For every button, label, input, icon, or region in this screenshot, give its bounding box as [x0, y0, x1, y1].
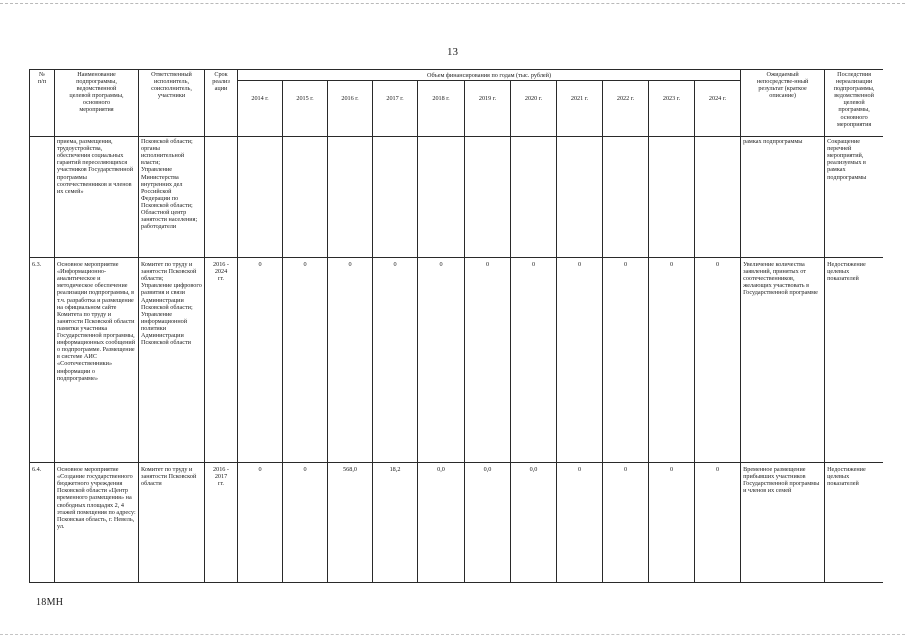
row-number: 6.4. — [30, 463, 55, 583]
row-value: 0 — [603, 258, 649, 463]
row-value: 0 — [238, 258, 283, 463]
header-number: № п/п — [30, 70, 55, 137]
scan-top-edge — [0, 3, 905, 4]
row-result: Временное размещение прибывших участников Государственной программы и членов их семей — [741, 463, 825, 583]
footer-code: 18MH — [36, 597, 64, 608]
row-value — [557, 137, 603, 258]
header-year: 2023 г. — [649, 81, 695, 137]
row-value — [511, 137, 557, 258]
row-value — [695, 137, 741, 258]
row-value: 0 — [418, 258, 465, 463]
program-table — [29, 69, 883, 583]
header-year: 2015 г. — [283, 81, 328, 137]
row-value: 0 — [649, 258, 695, 463]
header-year: 2018 г. — [418, 81, 465, 137]
row-value: 0 — [283, 258, 328, 463]
row-value: 0,0 — [418, 463, 465, 583]
row-value: 0 — [511, 258, 557, 463]
row-name: Основное мероприятие «Информационно-аналитическое и методическое обеспечение реализации подпрограммы, в т.ч. разработка и размещение на официальном сайте Комитета по труду и занятости Псковской области памятки участника Государственной программы, информационных сообщений о подпрограмме. Размещение в системе АИС «Соотечественники» информации о подпрограмме» — [55, 258, 139, 463]
table-row — [30, 258, 884, 463]
row-value: 0,0 — [465, 463, 511, 583]
row-value: 0 — [695, 463, 741, 583]
row-value: 0,0 — [511, 463, 557, 583]
row-value — [373, 137, 418, 258]
row-value — [649, 137, 695, 258]
row-number — [30, 137, 55, 258]
row-result: рамках подпрограммы — [741, 137, 825, 258]
row-value: 0 — [603, 463, 649, 583]
header-year: 2020 г. — [511, 81, 557, 137]
row-name: приема, размещения, трудоустройства, обеспечения социальных гарантий переселяющихся участников Государственной программы соотечественников и членов их семей» — [55, 137, 139, 258]
row-term: 2016 - 2017 гг. — [205, 463, 238, 583]
row-value — [283, 137, 328, 258]
row-value: 0 — [238, 463, 283, 583]
row-value — [603, 137, 649, 258]
row-number: 6.3. — [30, 258, 55, 463]
row-value: 0 — [649, 463, 695, 583]
row-value: 0 — [283, 463, 328, 583]
header-year: 2021 г. — [557, 81, 603, 137]
header-executor: Ответственный исполнитель, соисполнитель, участники — [139, 70, 205, 137]
row-value: 0 — [373, 258, 418, 463]
row-consequence: Сокращение перечней мероприятий, реализуемых в рамках подпрограммы — [825, 137, 883, 258]
program-table-container — [29, 69, 883, 591]
header-year: 2016 г. — [328, 81, 373, 137]
row-value: 0 — [328, 258, 373, 463]
header-term: Срок реализ ации — [205, 70, 238, 137]
page-number: 13 — [447, 46, 458, 58]
header-year: 2017 г. — [373, 81, 418, 137]
row-consequence: Недостижение целевых показателей — [825, 258, 883, 463]
row-executor: Комитет по труду и занятости Псковской области — [139, 463, 205, 583]
header-year: 2019 г. — [465, 81, 511, 137]
row-value — [328, 137, 373, 258]
row-term — [205, 137, 238, 258]
row-name: Основное мероприятие «Создание государственного бюджетного учреждения Псковской области «Центр временного размещения» на свободных площадях 2, 4 этажей помещения по адресу: Псковская область, г. Невель, ул. — [55, 463, 139, 583]
header-consequence: Последствия нереализации подпрограммы, ведомственной целевой программы, основного мероприятия — [825, 70, 883, 137]
header-result: Ожидаемый непосредстве-нный результат (краткое описание) — [741, 70, 825, 137]
row-executor: Комитет по труду и занятости Псковской области; Управление цифрового развития и связи Администрации Псковской области; Управление информационной политики Администрации Псковской области — [139, 258, 205, 463]
row-result: Увеличение количества заявлений, принятых от соотечественников, желающих участвовать в Государственной программе — [741, 258, 825, 463]
header-financing: Объем финансирования по годам (тыс. рублей) — [238, 70, 741, 81]
header-year: 2024 г. — [695, 81, 741, 137]
row-consequence: Недостижение целевых показателей — [825, 463, 883, 583]
table-row — [30, 137, 884, 258]
row-value — [418, 137, 465, 258]
row-term: 2016 - 2024 гг. — [205, 258, 238, 463]
row-value — [465, 137, 511, 258]
row-value: 0 — [557, 258, 603, 463]
table-row — [30, 463, 884, 583]
row-value: 18,2 — [373, 463, 418, 583]
row-value: 0 — [465, 258, 511, 463]
row-value: 0 — [557, 463, 603, 583]
scan-bottom-edge — [0, 634, 905, 635]
header-year: 2022 г. — [603, 81, 649, 137]
row-value — [238, 137, 283, 258]
header-name: Наименование подпрограммы, ведомственной целевой программы, основного мероприятия — [55, 70, 139, 137]
row-executor: Псковской области; органы исполнительной власти; Управление Министерства внутренних дел Российской Федерации по Псковской области; Областной центр занятости населения; работодатели — [139, 137, 205, 258]
header-year: 2014 г. — [238, 81, 283, 137]
row-value: 0 — [695, 258, 741, 463]
row-value: 568,0 — [328, 463, 373, 583]
